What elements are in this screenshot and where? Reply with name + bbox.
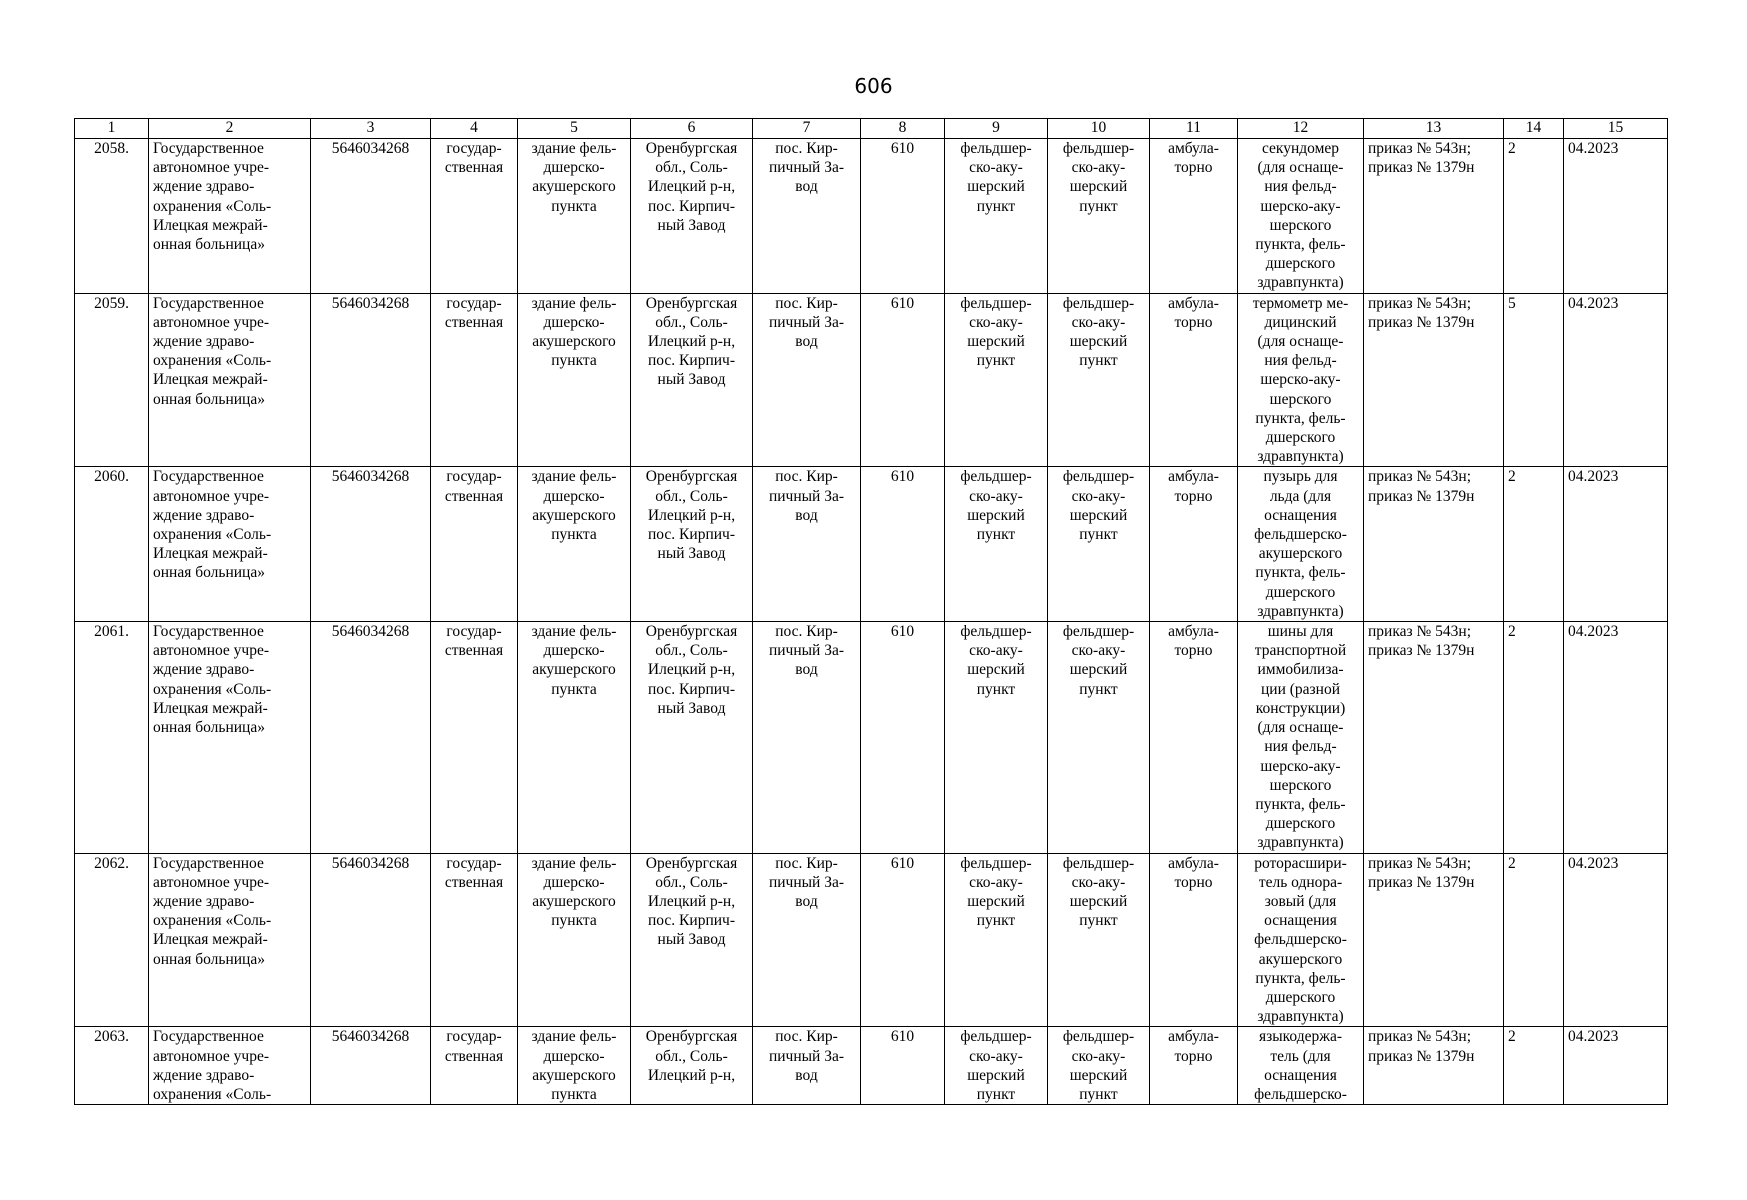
ownership-cell: государ- ственная — [431, 467, 518, 622]
building-cell: здание фель- дшерско- акушерского пункта — [518, 1027, 631, 1105]
code-cell: 610 — [861, 853, 945, 1027]
column-header: 2 — [149, 119, 311, 139]
column-header: 1 — [75, 119, 149, 139]
code-cell: 610 — [861, 1027, 945, 1105]
organization-cell: Государственное автономное учре- ждение здраво- охранения «Соль- Илецкая межрай- онная больница» — [149, 467, 311, 622]
code-cell: 610 — [861, 293, 945, 467]
orders-cell: приказ № 543н; приказ № 1379н — [1364, 853, 1504, 1027]
ownership-cell: государ- ственная — [431, 622, 518, 853]
unit-cell: фельдшер- ско-аку- шерский пункт — [1048, 853, 1150, 1027]
equipment-cell: термометр ме- дицинский (для оснаще- ния фельд- шерско-аку- шерского пункта, фель- дшерского здравпункта) — [1238, 293, 1364, 467]
column-number-row — [75, 119, 1668, 139]
column-header: 3 — [311, 119, 431, 139]
building-cell: здание фель- дшерско- акушерского пункта — [518, 467, 631, 622]
quantity-cell: 2 — [1504, 1027, 1564, 1105]
row-number: 2060. — [75, 467, 149, 622]
building-cell: здание фель- дшерско- акушерского пункта — [518, 293, 631, 467]
code-cell: 610 — [861, 139, 945, 294]
date-cell: 04.2023 — [1564, 853, 1668, 1027]
settlement-cell: пос. Кир- пичный За- вод — [753, 467, 861, 622]
date-cell: 04.2023 — [1564, 467, 1668, 622]
row-number: 2058. — [75, 139, 149, 294]
orders-cell: приказ № 543н; приказ № 1379н — [1364, 467, 1504, 622]
table-row — [75, 853, 1668, 1027]
column-header: 15 — [1564, 119, 1668, 139]
care-condition-cell: амбула- торно — [1150, 1027, 1238, 1105]
ownership-cell: государ- ственная — [431, 1027, 518, 1105]
quantity-cell: 2 — [1504, 139, 1564, 294]
orders-cell: приказ № 543н; приказ № 1379н — [1364, 1027, 1504, 1105]
column-header: 11 — [1150, 119, 1238, 139]
table-row — [75, 622, 1668, 853]
equipment-cell: пузырь для льда (для оснащения фельдшерско- акушерского пункта, фель- дшерского здравпункта) — [1238, 467, 1364, 622]
care-condition-cell: амбула- торно — [1150, 622, 1238, 853]
building-cell: здание фель- дшерско- акушерского пункта — [518, 622, 631, 853]
ownership-cell: государ- ственная — [431, 853, 518, 1027]
code-cell: 610 — [861, 467, 945, 622]
unit-cell: фельдшер- ско-аку- шерский пункт — [1048, 293, 1150, 467]
inn-cell: 5646034268 — [311, 139, 431, 294]
building-cell: здание фель- дшерско- акушерского пункта — [518, 139, 631, 294]
inn-cell: 5646034268 — [311, 1027, 431, 1105]
organization-cell: Государственное автономное учре- ждение здраво- охранения «Соль- Илецкая межрай- онная больница» — [149, 139, 311, 294]
column-header: 6 — [631, 119, 753, 139]
quantity-cell: 2 — [1504, 853, 1564, 1027]
inn-cell: 5646034268 — [311, 622, 431, 853]
inn-cell: 5646034268 — [311, 467, 431, 622]
organization-cell: Государственное автономное учре- ждение здраво- охранения «Соль- Илецкая межрай- онная больница» — [149, 853, 311, 1027]
column-header: 12 — [1238, 119, 1364, 139]
quantity-cell: 5 — [1504, 293, 1564, 467]
orders-cell: приказ № 543н; приказ № 1379н — [1364, 139, 1504, 294]
settlement-cell: пос. Кир- пичный За- вод — [753, 139, 861, 294]
page-number: 606 — [854, 74, 893, 98]
care-condition-cell: амбула- торно — [1150, 293, 1238, 467]
settlement-cell: пос. Кир- пичный За- вод — [753, 853, 861, 1027]
date-cell: 04.2023 — [1564, 293, 1668, 467]
quantity-cell: 2 — [1504, 622, 1564, 853]
ownership-cell: государ- ственная — [431, 293, 518, 467]
registry-table — [74, 118, 1668, 1105]
equipment-cell: шины для транспортной иммобилиза- ции (разной конструкции) (для оснаще- ния фельд- шерско-аку- шерского пункта, фель- дшерского здравпункта) — [1238, 622, 1364, 853]
table-row — [75, 139, 1668, 294]
equipment-cell: секундомер (для оснаще- ния фельд- шерско-аку- шерского пункта, фель- дшерского здравпункта) — [1238, 139, 1364, 294]
unit-cell: фельдшер- ско-аку- шерский пункт — [1048, 139, 1150, 294]
settlement-cell: пос. Кир- пичный За- вод — [753, 1027, 861, 1105]
address-cell: Оренбургская обл., Соль- Илецкий р-н, пос. Кирпич- ный Завод — [631, 467, 753, 622]
settlement-cell: пос. Кир- пичный За- вод — [753, 293, 861, 467]
column-header: 14 — [1504, 119, 1564, 139]
date-cell: 04.2023 — [1564, 1027, 1668, 1105]
unit-type-cell: фельдшер- ско-аку- шерский пункт — [945, 1027, 1048, 1105]
unit-cell: фельдшер- ско-аку- шерский пункт — [1048, 1027, 1150, 1105]
settlement-cell: пос. Кир- пичный За- вод — [753, 622, 861, 853]
address-cell: Оренбургская обл., Соль- Илецкий р-н, пос. Кирпич- ный Завод — [631, 853, 753, 1027]
ownership-cell: государ- ственная — [431, 139, 518, 294]
care-condition-cell: амбула- торно — [1150, 139, 1238, 294]
unit-cell: фельдшер- ско-аку- шерский пункт — [1048, 467, 1150, 622]
unit-type-cell: фельдшер- ско-аку- шерский пункт — [945, 139, 1048, 294]
table-row — [75, 293, 1668, 467]
equipment-cell: языкодержа- тель (для оснащения фельдшерско- — [1238, 1027, 1364, 1105]
date-cell: 04.2023 — [1564, 139, 1668, 294]
quantity-cell: 2 — [1504, 467, 1564, 622]
unit-type-cell: фельдшер- ско-аку- шерский пункт — [945, 853, 1048, 1027]
care-condition-cell: амбула- торно — [1150, 853, 1238, 1027]
unit-type-cell: фельдшер- ско-аку- шерский пункт — [945, 622, 1048, 853]
column-header: 10 — [1048, 119, 1150, 139]
column-header: 9 — [945, 119, 1048, 139]
column-header: 13 — [1364, 119, 1504, 139]
date-cell: 04.2023 — [1564, 622, 1668, 853]
organization-cell: Государственное автономное учре- ждение здраво- охранения «Соль- Илецкая межрай- онная больница» — [149, 622, 311, 853]
equipment-cell: роторасшири- тель однора- зовый (для оснащения фельдшерско- акушерского пункта, фель- дшерского здравпункта) — [1238, 853, 1364, 1027]
unit-type-cell: фельдшер- ско-аку- шерский пункт — [945, 293, 1048, 467]
orders-cell: приказ № 543н; приказ № 1379н — [1364, 622, 1504, 853]
address-cell: Оренбургская обл., Соль- Илецкий р-н, пос. Кирпич- ный Завод — [631, 139, 753, 294]
care-condition-cell: амбула- торно — [1150, 467, 1238, 622]
column-header: 7 — [753, 119, 861, 139]
row-number: 2063. — [75, 1027, 149, 1105]
table-row — [75, 1027, 1668, 1105]
unit-type-cell: фельдшер- ско-аку- шерский пункт — [945, 467, 1048, 622]
table-row — [75, 467, 1668, 622]
row-number: 2059. — [75, 293, 149, 467]
row-number: 2061. — [75, 622, 149, 853]
address-cell: Оренбургская обл., Соль- Илецкий р-н, — [631, 1027, 753, 1105]
column-header: 8 — [861, 119, 945, 139]
orders-cell: приказ № 543н; приказ № 1379н — [1364, 293, 1504, 467]
address-cell: Оренбургская обл., Соль- Илецкий р-н, пос. Кирпич- ный Завод — [631, 622, 753, 853]
address-cell: Оренбургская обл., Соль- Илецкий р-н, пос. Кирпич- ный Завод — [631, 293, 753, 467]
organization-cell: Государственное автономное учре- ждение здраво- охранения «Соль- — [149, 1027, 311, 1105]
unit-cell: фельдшер- ско-аку- шерский пункт — [1048, 622, 1150, 853]
column-header: 4 — [431, 119, 518, 139]
inn-cell: 5646034268 — [311, 293, 431, 467]
building-cell: здание фель- дшерско- акушерского пункта — [518, 853, 631, 1027]
column-header: 5 — [518, 119, 631, 139]
code-cell: 610 — [861, 622, 945, 853]
inn-cell: 5646034268 — [311, 853, 431, 1027]
organization-cell: Государственное автономное учре- ждение здраво- охранения «Соль- Илецкая межрай- онная больница» — [149, 293, 311, 467]
row-number: 2062. — [75, 853, 149, 1027]
